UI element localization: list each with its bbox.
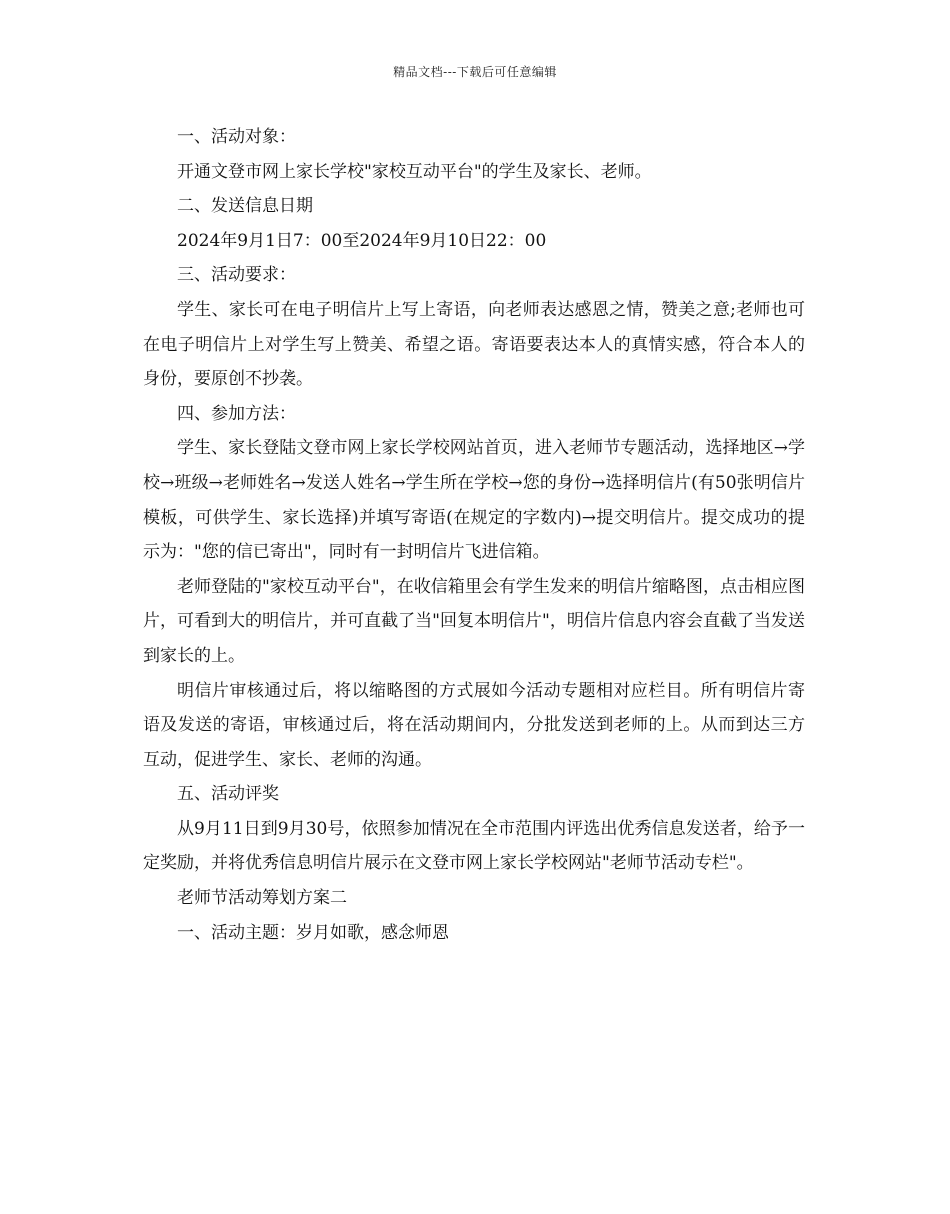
document-body	[143, 120, 805, 950]
paragraph-teacher-login: 老师登陆的"家校互动平台"，在收信箱里会有学生发来的明信片缩略图，点击相应图片，可看到大的明信片，并可直截了当"回复本明信片"，明信片信息内容会直截了当发送到家长的上。	[143, 576, 805, 666]
paragraph-requirements: 学生、家长可在电子明信片上写上寄语，向老师表达感恩之情，赞美之意;老师也可在电子明信片上对学生写上赞美、希望之语。寄语要表达本人的真情实感，符合本人的身份，要原创不抄袭。	[143, 299, 805, 390]
paragraph-method-steps: 学生、家长登陆文登市网上家长学校网站首页，进入老师节专题活动，选择地区→学校→班级→老师姓名→发送人姓名→学生所在学校→您的身份→选择明信片(有50张明信片模板，可供学生、家长选择)并填写寄语(在规定的字数内)→提交明信片。提交成功的提示为："您的信已寄出"，同时有一封明信片飞进信箱。	[143, 438, 805, 563]
section-heading-theme: 一、活动主题：岁月如歌，感念师恩	[177, 922, 449, 943]
section-heading-date: 二、发送信息日期	[177, 196, 313, 217]
paragraph-target-audience: 开通文登市网上家长学校"家校互动平台"的学生及家长、老师。	[177, 161, 652, 182]
plan-two-title: 老师节活动筹划方案二	[177, 888, 347, 909]
section-heading-awards: 五、活动评奖	[177, 784, 279, 805]
section-heading-target: 一、活动对象：	[177, 127, 296, 147]
section-heading-requirements: 三、活动要求：	[177, 265, 296, 286]
paragraph-date-range: 2024年9月1日7：00至2024年9月10日22：00	[177, 230, 547, 251]
page-header: 精品文档---下载后可任意编辑	[393, 65, 557, 79]
paragraph-awards: 从9月11日到9月30号，依照参加情况在全市范围内评选出优秀信息发送者，给予一定奖励，并将优秀信息明信片展示在文登市网上家长学校网站"老师节活动专栏"。	[143, 818, 805, 874]
paragraph-review: 明信片审核通过后，将以缩略图的方式展如今活动专题相对应栏目。所有明信片寄语及发送的寄语，审核通过后，将在活动期间内，分批发送到老师的上。从而到达三方互动，促进学生、家长、老师的沟通。	[143, 680, 805, 770]
section-heading-method: 四、参加方法：	[177, 403, 296, 424]
